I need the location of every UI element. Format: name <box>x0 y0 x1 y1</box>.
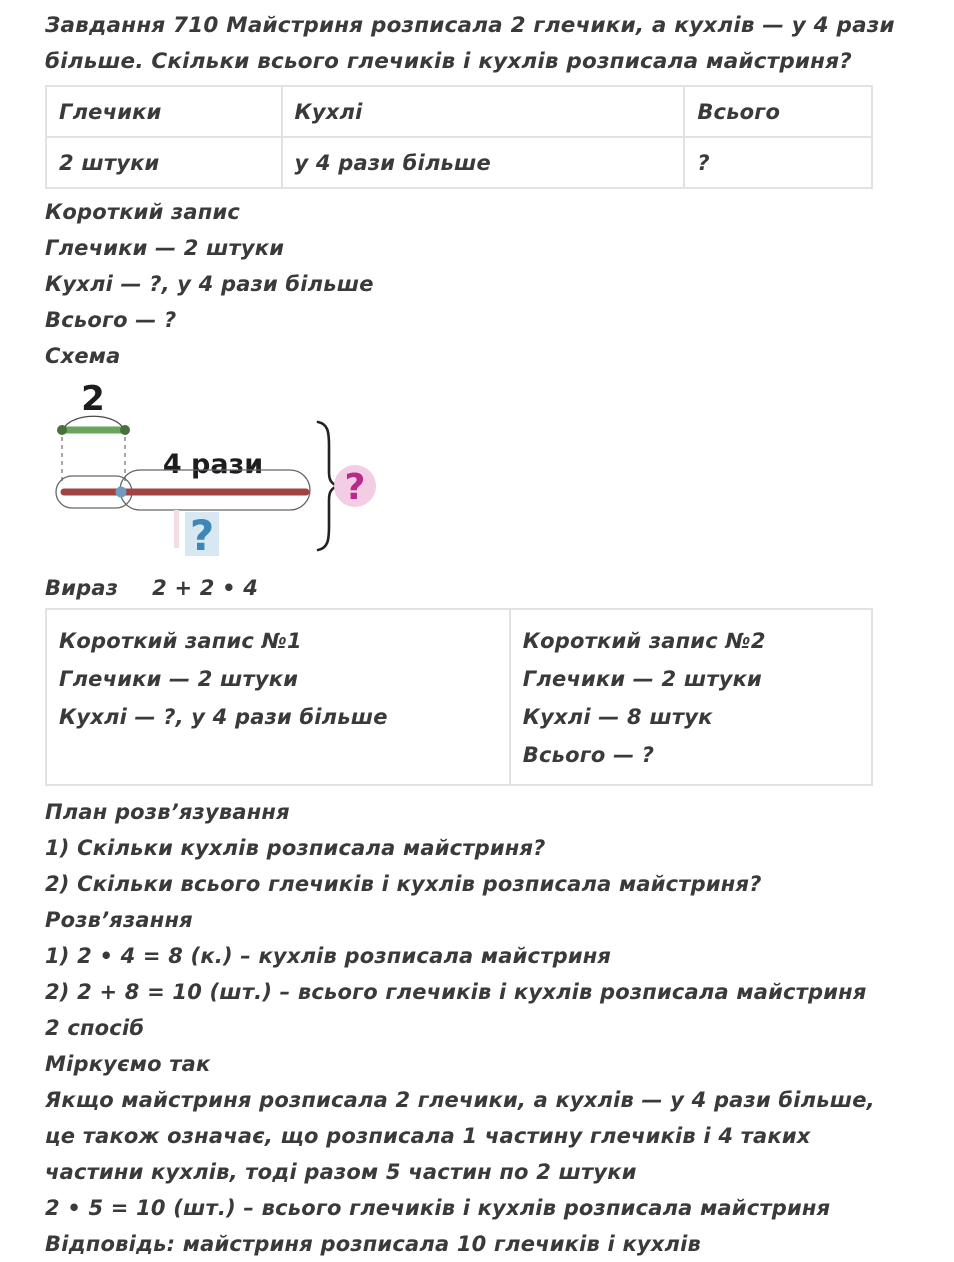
short-record-2-line: Всього — ? <box>522 743 655 767</box>
short-record-line: Всього — ? <box>45 308 177 332</box>
short-record-line: Кухлі — ?, у 4 рази більше <box>45 272 374 296</box>
reasoning-heading: Міркуємо так <box>45 1052 211 1076</box>
expression-label: Вираз <box>45 576 119 600</box>
method2-equation: 2 • 5 = 10 (шт.) – всього глечиків і кухлів розписала майстриня <box>45 1196 831 1220</box>
plan-title: План розв’язування <box>45 800 290 824</box>
cell-vsogo-value: ? <box>697 150 710 175</box>
col-header-vsogo: Всього <box>697 99 781 124</box>
cell-kuhli-value: у 4 рази більше <box>294 150 491 175</box>
short-record-2-title: Короткий запис №2 <box>522 629 766 653</box>
plan-item: 1) Скільки кухлів розписала майстриня? <box>45 836 546 860</box>
blue-question-mark: ? <box>189 511 215 560</box>
short-record-2-cell <box>510 609 872 785</box>
solution-step: 1) 2 • 4 = 8 (к.) – кухлів розписала майстриня <box>45 944 612 968</box>
junction-dot <box>116 487 127 498</box>
short-record-2-line: Глечики — 2 штуки <box>522 667 762 691</box>
schema-top-value: 2 <box>81 379 105 419</box>
task-title: Завдання 710 Майстриня розписала 2 глечики, а кухлів — у 4 рази більше. Скільки всього глечиків і кухлів розписала майстриня? <box>45 13 895 74</box>
reasoning-paragraph: Якщо майстриня розписала 2 глечики, а кухлів — у 4 рази більше, це також означає, що розписала 1 частину глечиків і 4 таких частини кухлів, тоді разом 5 частин по 2 штуки <box>45 1088 875 1184</box>
schema-times-label: 4 рази <box>162 449 264 480</box>
table-data-row <box>46 137 872 188</box>
solution-title: Розв’язання <box>45 908 193 932</box>
short-record-section <box>45 194 912 374</box>
schema-heading: Схема <box>45 344 121 368</box>
col-header-kuhli: Кухлі <box>294 99 363 124</box>
green-bar-end <box>57 425 67 435</box>
answer-line: Відповідь: майстриня розписала 10 глечиків і кухлів <box>45 1232 702 1256</box>
plan-item: 2) Скільки всього глечиків і кухлів розписала майстриня? <box>45 872 762 896</box>
condition-table <box>45 85 873 189</box>
short-records-table <box>45 608 873 786</box>
expression-row <box>45 570 912 606</box>
col-header-glechyky: Глечики <box>59 99 162 124</box>
short-record-line: Глечики — 2 штуки <box>45 236 285 260</box>
table-header-row <box>46 86 872 137</box>
expression-value: 2 + 2 • 4 <box>152 576 259 600</box>
green-bar-end <box>120 425 130 435</box>
highlight-stripe <box>174 510 179 548</box>
solution-step: 2) 2 + 8 = 10 (шт.) – всього глечиків і кухлів розписала майстриня <box>45 980 867 1004</box>
short-record-2-line: Кухлі — 8 штук <box>522 705 713 729</box>
short-record-heading: Короткий запис <box>45 200 241 224</box>
pink-question-mark: ? <box>344 467 366 508</box>
schema-diagram <box>50 378 430 568</box>
short-record-1-title: Короткий запис №1 <box>59 629 302 653</box>
cell-glechyky-value: 2 штуки <box>59 150 160 175</box>
short-record-1-line: Кухлі — ?, у 4 рази більше <box>59 705 388 729</box>
solution-section <box>45 794 912 1262</box>
short-record-1-cell <box>46 609 510 785</box>
short-record-1-line: Глечики — 2 штуки <box>59 667 299 691</box>
method2-label: 2 спосіб <box>45 1016 145 1040</box>
